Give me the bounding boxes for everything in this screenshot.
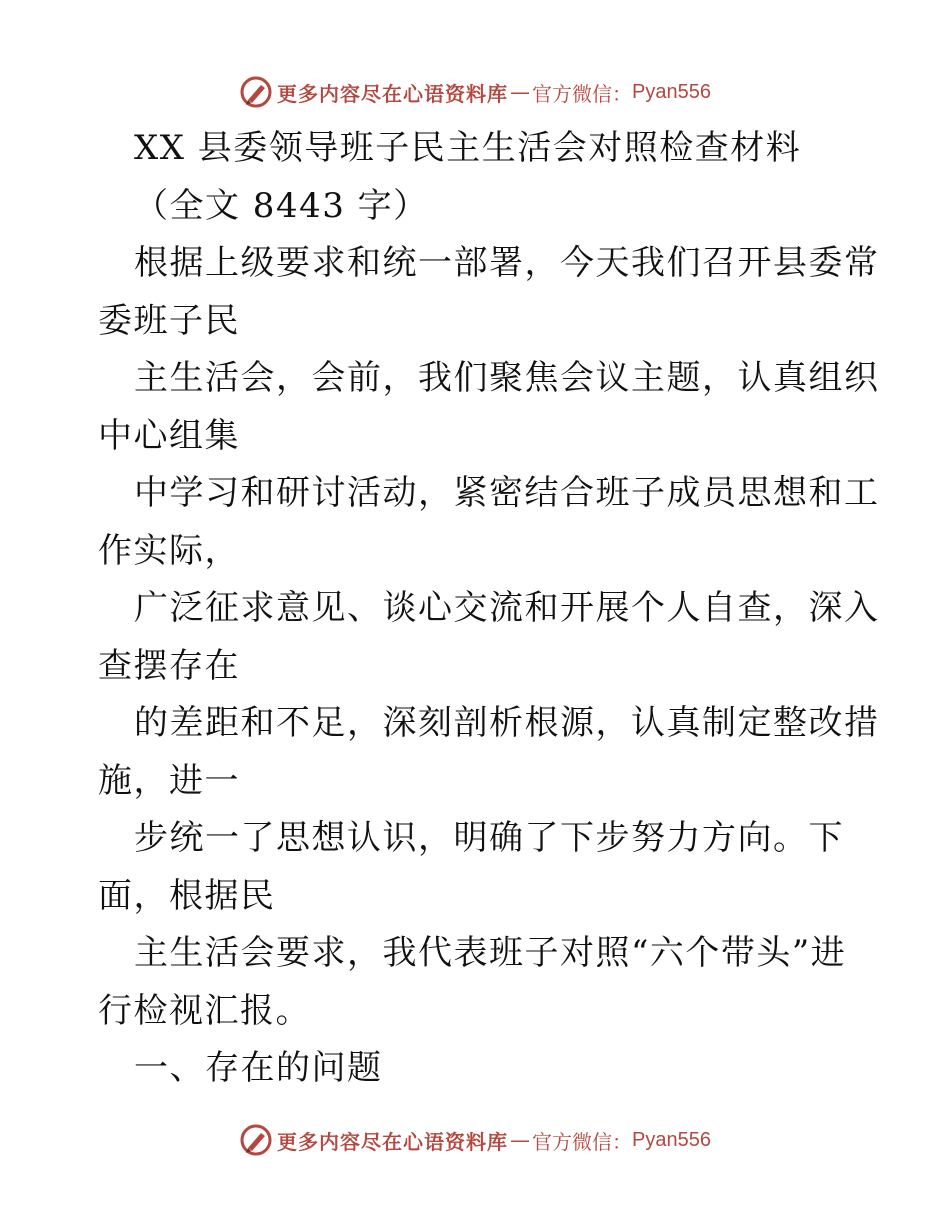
paragraph-line: 广泛征求意见、谈心交流和开展个人自查，深入 [134, 588, 880, 628]
pen-logo-icon [239, 1123, 273, 1157]
paragraph-line: 查摆存在 [98, 645, 240, 686]
paragraph-line: 步统一了思想认识，明确了下步努力方向。下 [134, 818, 844, 858]
paragraph-line: 面，根据民 [98, 875, 276, 916]
paragraph-line: 中心组集 [98, 415, 240, 456]
watermark-wechat-id: Pyan556 [632, 1128, 711, 1151]
paragraph-line: 行检视汇报。 [98, 990, 311, 1031]
document-subtitle: （全文 8443 字） [134, 185, 429, 226]
watermark-footer [0, 1118, 950, 1162]
section-heading: 一、存在的问题 [134, 1048, 383, 1088]
paragraph-line: 根据上级要求和统一部署，今天我们召开县委常 [134, 243, 880, 283]
paragraph-line: 作实际， [98, 530, 240, 571]
paragraph-line: 施，进一 [98, 760, 240, 801]
watermark-header [0, 70, 950, 114]
watermark-dash: — [510, 80, 531, 104]
watermark-dash: — [510, 1128, 531, 1152]
document-body [98, 120, 880, 1098]
pen-logo-icon [239, 75, 273, 109]
paragraph-line: 主生活会要求，我代表班子对照“六个带头”进 [134, 933, 847, 973]
watermark-text: 更多内容尽在心语资料库 [277, 81, 509, 106]
paragraph-line: 中学习和研讨活动，紧密结合班子成员思想和工 [134, 473, 880, 513]
paragraph-line: 的差距和不足，深刻剖析根源，认真制定整改措 [134, 703, 880, 743]
watermark-official-label: 官方微信： [532, 81, 633, 106]
watermark-text: 更多内容尽在心语资料库 [277, 1129, 509, 1154]
paragraph-line: 主生活会，会前，我们聚焦会议主题，认真组织 [134, 358, 880, 398]
watermark-official-label: 官方微信： [532, 1129, 633, 1154]
watermark-wechat-id: Pyan556 [632, 80, 711, 103]
document-title: XX 县委领导班子民主生活会对照检查材料 [134, 128, 802, 168]
paragraph-line: 委班子民 [98, 300, 240, 341]
